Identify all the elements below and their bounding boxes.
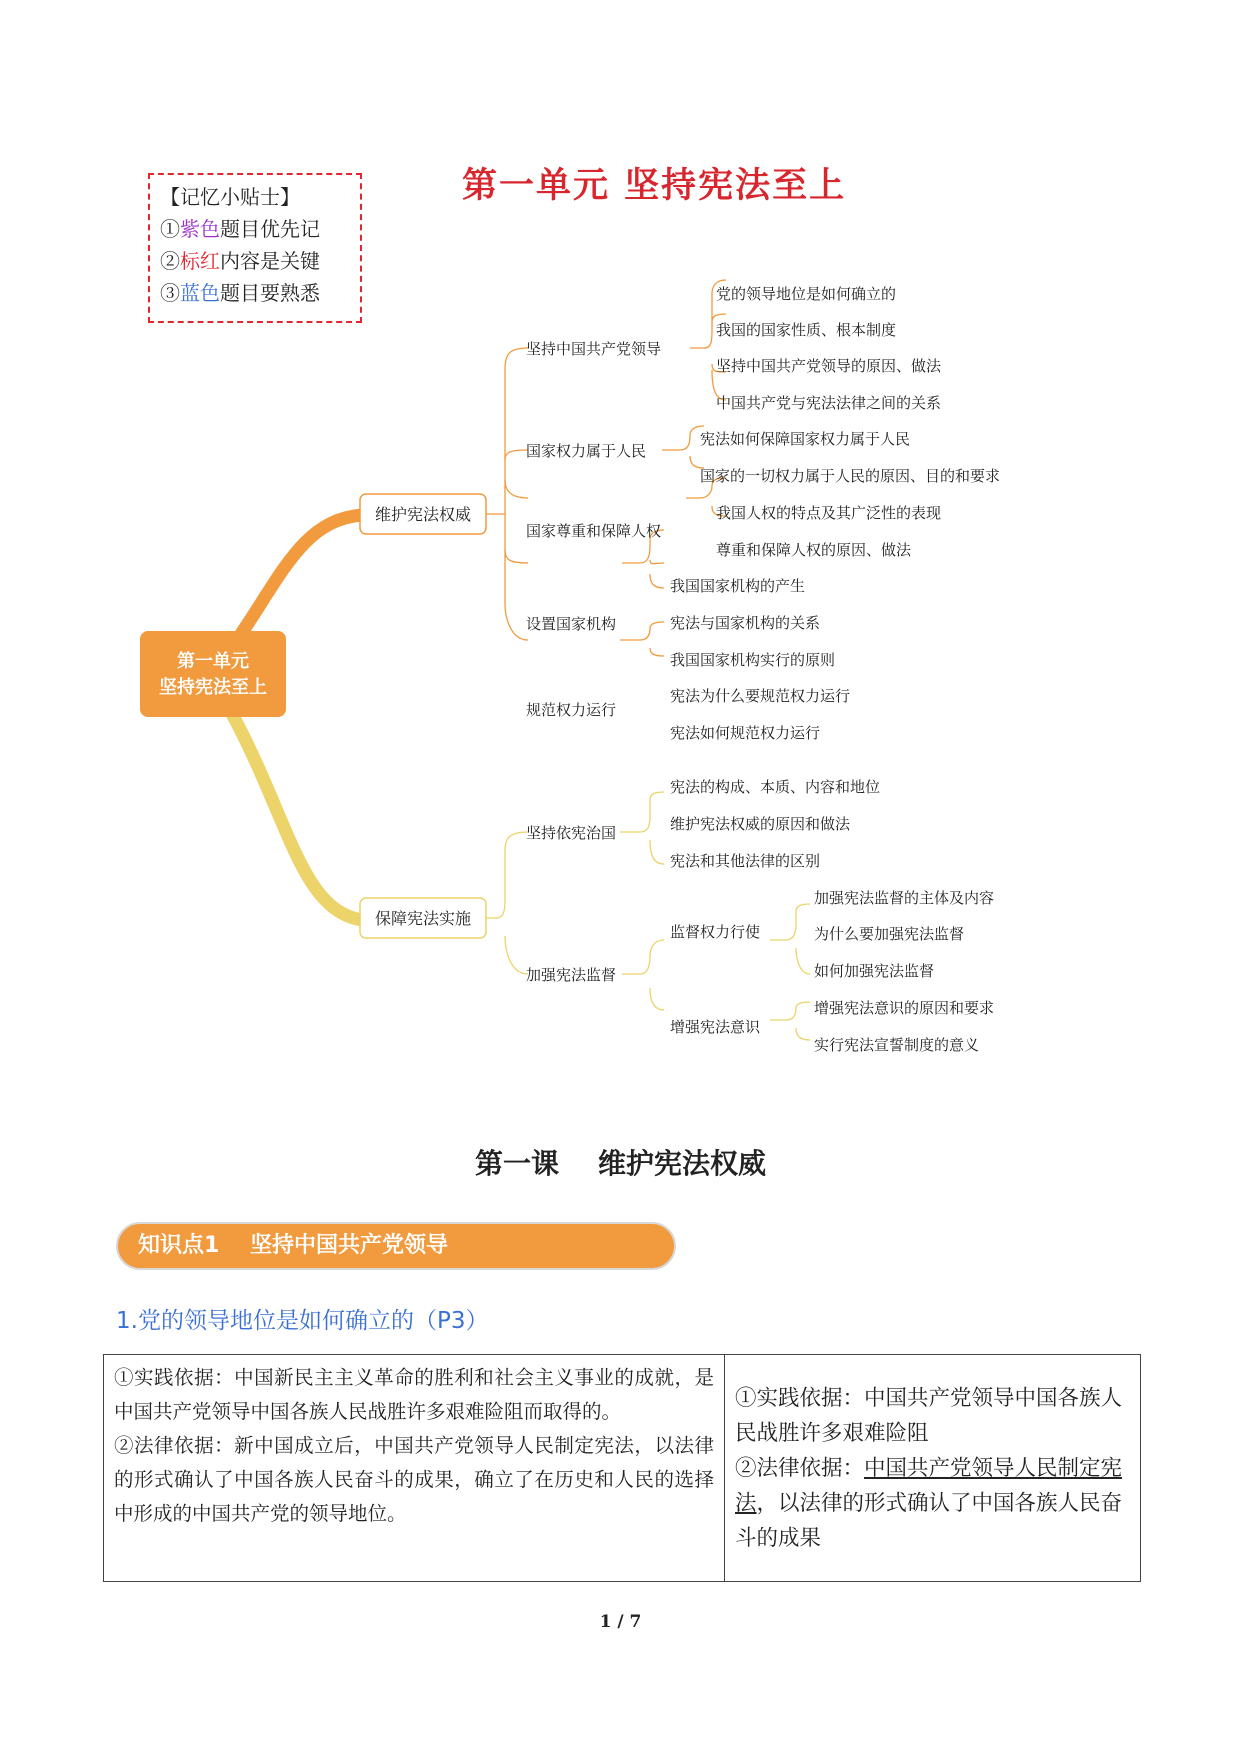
mind-map-leaf-label: 宪法的构成、本质、内容和地位 xyxy=(670,778,881,796)
mind-map-leaf-label: 我国的国家性质、根本制度 xyxy=(716,321,897,339)
underlined-key-text: 中国共产党领导人民制定宪法 xyxy=(735,1455,1123,1516)
memory-tips-title: 【记忆小贴士】 xyxy=(160,185,300,209)
mind-map-leaf-label: 增强宪法意识的原因和要求 xyxy=(814,999,995,1017)
memory-tip-line: ①紫色题目优先记 xyxy=(160,217,320,241)
page-number: 1 / 7 xyxy=(599,1612,642,1632)
mind-map-node-label: 国家权力属于人民 xyxy=(526,442,647,460)
detail-paragraph: ①实践依据：中国新民主主义革命的胜利和社会主义事业的成就，是中国共产党领导中国各族人民战胜许多艰难险阻而取得的。 xyxy=(114,1366,714,1423)
mind-map-root xyxy=(140,631,286,717)
mind-map-leaf-label: 党的领导地位是如何确立的 xyxy=(716,285,897,303)
summary-line: ②法律依据：中国共产党领导人民制定宪法，以法律的形式确认了中国各族人民奋斗的成果 xyxy=(735,1455,1123,1551)
mind-map-leaf-label: 加强宪法监督的主体及内容 xyxy=(814,889,995,907)
mind-map-node-label: 加强宪法监督 xyxy=(526,966,617,984)
mind-map-leaf-label: 尊重和保障人权的原因、做法 xyxy=(716,541,912,559)
mind-map-leaf-label: 实行宪法宣誓制度的意义 xyxy=(814,1036,980,1054)
mind-map-leaf-label: 我国国家机构实行的原则 xyxy=(670,651,836,669)
connector-group xyxy=(486,280,726,656)
mind-map-node-label: 国家尊重和保障人权 xyxy=(526,522,662,540)
summary-line: ①实践依据：中国共产党领导中国各族人民战胜许多艰难险阻 xyxy=(735,1385,1123,1446)
mind-map-node-label: 增强宪法意识 xyxy=(670,1018,761,1036)
mind-map-leaf-label: 宪法与国家机构的关系 xyxy=(670,614,821,632)
mind-map-leaf-label: 为什么要加强宪法监督 xyxy=(814,925,965,943)
mind-map-leaf-label: 中国共产党与宪法法律之间的关系 xyxy=(716,394,942,412)
mind-map-leaf-label: 维护宪法权威的原因和做法 xyxy=(670,815,851,833)
mind-map-leaf-label: 我国国家机构的产生 xyxy=(670,577,806,595)
detail-paragraph: ②法律依据：新中国成立后，中国共产党领导人民制定宪法，以法律的形式确认了中国各族人民奋斗的成果，确立了在历史和人民的选择中形成的中国共产党的领导地位。 xyxy=(114,1434,714,1525)
mind-map-root-label: 第一单元 xyxy=(177,651,249,672)
mind-map-leaf-label: 国家的一切权力属于人民的原因、目的和要求 xyxy=(700,467,1001,485)
mind-map-node-label: 维护宪法权威 xyxy=(374,505,472,524)
mind-map-leaf-label: 坚持中国共产党领导的原因、做法 xyxy=(716,357,942,375)
mind-map xyxy=(0,260,1241,1080)
mind-map-node-label: 监督权力行使 xyxy=(670,923,761,941)
table-cell-summary xyxy=(725,1355,1141,1582)
mind-map-leaf-label: 如何加强宪法监督 xyxy=(814,962,935,980)
memory-tip-line: ②标红内容是关键 xyxy=(160,249,320,273)
mind-map-node-label: 设置国家机构 xyxy=(526,615,617,633)
mind-map-leaf-label: 宪法和其他法律的区别 xyxy=(670,852,821,870)
branch-connector xyxy=(230,710,362,920)
mind-map-root-label: 坚持宪法至上 xyxy=(159,677,267,698)
table-cell-detail xyxy=(104,1355,725,1582)
mind-map-leaf-label: 我国人权的特点及其广泛性的表现 xyxy=(716,504,942,522)
mind-map-leaf-label: 宪法为什么要规范权力运行 xyxy=(670,687,851,705)
knowledge-point-banner: 知识点1 坚持中国共产党领导 xyxy=(116,1222,676,1270)
mind-map-node-label: 坚持中国共产党领导 xyxy=(526,340,662,358)
mind-map-leaf-label: 宪法如何保障国家权力属于人民 xyxy=(700,430,911,448)
section-heading: 1.党的领导地位是如何确立的（P3） xyxy=(116,1308,489,1334)
mind-map-leaf-label: 宪法如何规范权力运行 xyxy=(670,724,821,742)
unit-title: 第一单元 坚持宪法至上 xyxy=(462,166,847,206)
content-table xyxy=(103,1354,1141,1582)
mind-map-node-label: 坚持依宪治国 xyxy=(526,824,617,842)
lesson-title: 第一课 维护宪法权威 xyxy=(475,1147,766,1180)
branch-connector xyxy=(230,515,362,650)
mind-map-node-label: 规范权力运行 xyxy=(526,701,617,719)
mind-map-node-label: 保障宪法实施 xyxy=(374,909,472,928)
table-row xyxy=(104,1355,1141,1582)
memory-tip-line: ③蓝色题目要熟悉 xyxy=(160,281,320,305)
